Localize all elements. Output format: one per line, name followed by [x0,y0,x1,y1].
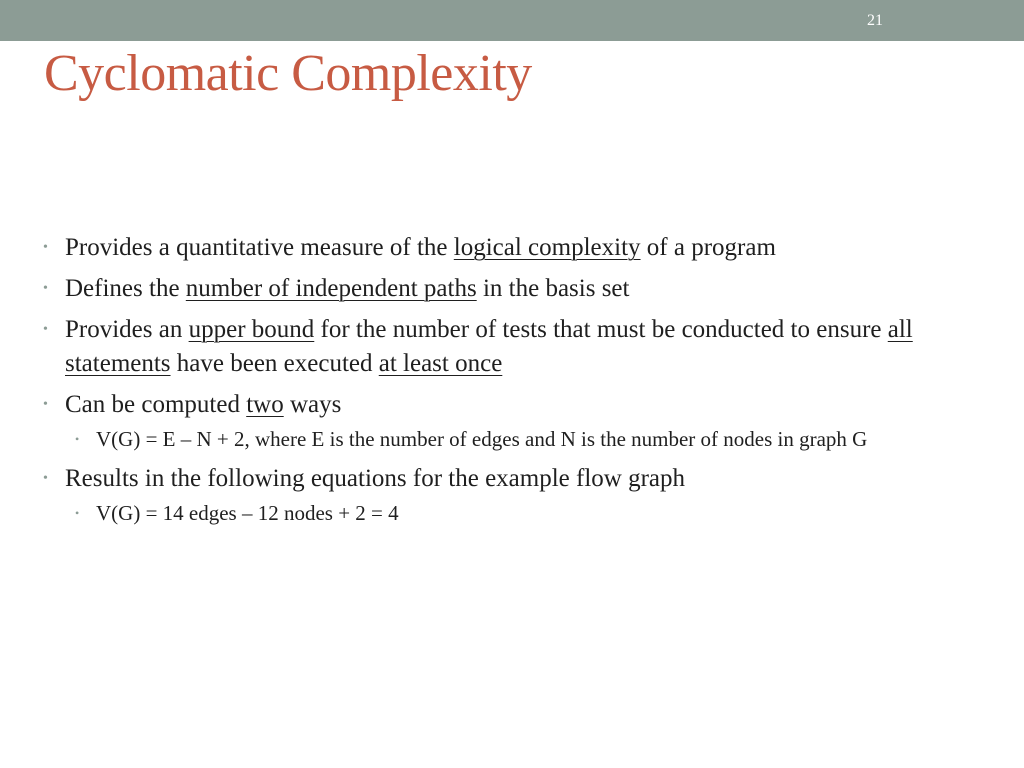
bullet-text: Defines the [65,275,186,302]
bullet-dot-icon: • [43,281,48,296]
bullet-dot-icon: • [43,397,48,412]
slide-content [40,231,1000,536]
bullet-text: for the number of tests that must be conducted to ensure [314,316,888,343]
slide-title: Cyclomatic Complexity [44,45,532,102]
sub-bullet-item [65,498,1000,529]
bullet-list [40,231,1000,529]
bullet-text: in the basis set [476,275,630,302]
bullet-item [40,388,1000,455]
bullet-text: Can be computed [65,391,247,418]
bullet-text: Provides a quantitative measure of the [65,234,454,261]
bullet-dot-icon: • [43,240,48,255]
bullet-item [40,462,1000,529]
top-bar [0,0,1024,41]
bullet-text: have been executed [170,350,379,377]
bullet-text: ways [283,391,342,418]
bullet-item [40,272,1000,306]
underlined-term: upper bound [188,316,315,343]
bullet-dot-icon: • [75,506,80,520]
sub-bullet-item [65,424,1000,455]
bullet-dot-icon: • [43,322,48,337]
bullet-text: Provides an [65,316,189,343]
underlined-term: all statements [65,316,913,377]
sub-bullet-list [65,424,1000,455]
bullet-dot-icon: • [43,471,48,486]
underlined-term: logical complexity [453,234,641,261]
sub-bullet-text: V(G) = E – N + 2, where E is the number of edges and N is the number of nodes in graph G [96,427,868,451]
sub-bullet-text: V(G) = 14 edges – 12 nodes + 2 = 4 [96,501,399,525]
sub-bullet-list [65,498,1000,529]
bullet-item [40,313,1000,381]
bullet-text: Results in the following equations for the example flow graph [65,465,686,492]
bullet-dot-icon: • [75,432,80,446]
underlined-term: two [246,391,284,418]
bullet-text: of a program [640,234,776,261]
page-number: 21 [867,12,883,29]
underlined-term: number of independent paths [185,275,477,302]
bullet-item [40,231,1000,265]
underlined-term: at least once [378,350,503,377]
